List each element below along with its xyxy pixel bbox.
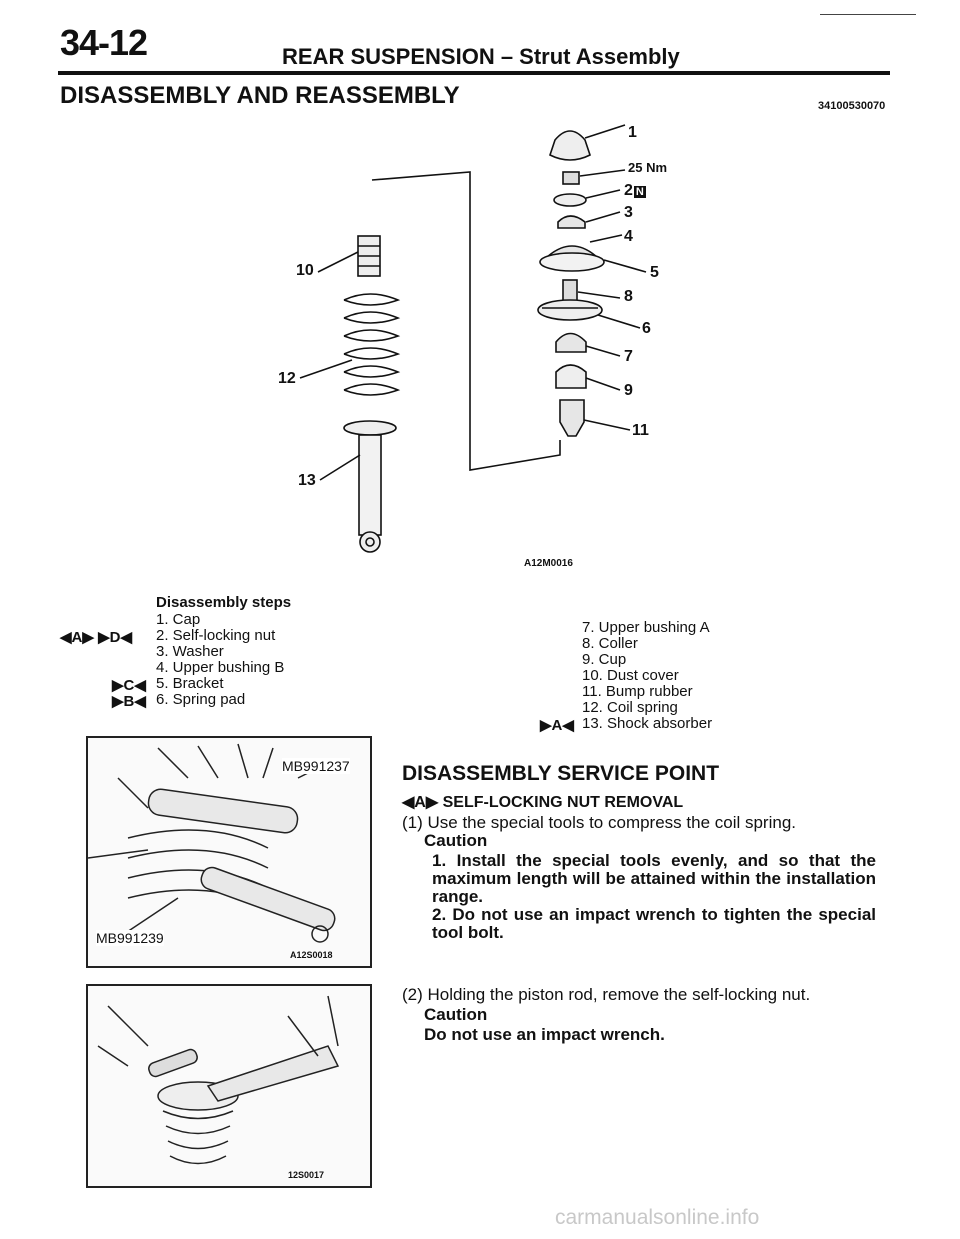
callout-10: 10 <box>296 262 314 279</box>
service-step-2: (2) Holding the piston rod, remove the self-locking nut. <box>402 985 811 1004</box>
callout-6: 6 <box>642 320 651 337</box>
service-step-1: (1) Use the special tools to compress the coil spring. <box>402 813 797 832</box>
wrench-nut-illustration <box>88 986 370 1186</box>
callout-3: 3 <box>624 204 633 221</box>
callout-4: 4 <box>624 228 633 245</box>
page-number: 34-12 <box>60 22 148 63</box>
step-item: 1. Cap <box>156 611 201 628</box>
marker-step2: ◀A▶ ▶D◀ <box>60 629 132 646</box>
step-item: 4. Upper bushing B <box>156 659 285 676</box>
watermark: carmanualsonline.info <box>555 1206 760 1229</box>
caution-1-item-1: 1. Install the special tools evenly, and so that the maximum length will be attained within the installation range. <box>432 851 876 906</box>
nut-removal-photo <box>86 984 372 1188</box>
tool-label-left: MB991239 <box>96 930 164 946</box>
steps-left-list <box>156 612 284 708</box>
callout-1: 1 <box>628 124 637 141</box>
service-point-subtitle: ◀A▶ SELF-LOCKING NUT REMOVAL <box>402 794 684 811</box>
section-title: DISASSEMBLY AND REASSEMBLY <box>60 82 460 109</box>
marker-step12: ▶A◀ <box>540 717 574 734</box>
header-rule <box>58 71 890 75</box>
tool-photo-compress <box>86 736 372 968</box>
step-item: 6. Spring pad <box>156 691 246 708</box>
tool-label-right: MB991237 <box>282 758 350 774</box>
callout-11: 11 <box>632 422 649 439</box>
steps-heading: Disassembly steps <box>156 594 292 611</box>
step-item: 10. Dust cover <box>582 667 679 684</box>
step-item: 9. Cup <box>582 651 627 668</box>
caution-2-text: Do not use an impact wrench. <box>424 1025 665 1044</box>
caution-1-heading: Caution <box>424 831 488 850</box>
figure-code-top: 34100530070 <box>818 100 886 112</box>
callout-torque: 25 Nm <box>628 160 668 175</box>
step-item: 13. Shock absorber <box>582 715 713 732</box>
exploded-strut-diagram <box>0 110 960 570</box>
steps-right-list <box>582 620 712 732</box>
step-item: 5. Bracket <box>156 675 224 692</box>
caution-2-heading: Caution <box>424 1005 488 1024</box>
callout-8: 8 <box>624 288 633 305</box>
top-edge-line <box>820 14 916 15</box>
callout-9: 9 <box>624 382 633 399</box>
step-item: 2. Self-locking nut <box>156 627 276 644</box>
step-item: 7. Upper bushing A <box>582 619 710 636</box>
step-item: 8. Coller <box>582 635 638 652</box>
page-header-title: REAR SUSPENSION – Strut Assembly <box>282 44 680 69</box>
figure-code-bottom: A12M0016 <box>524 558 573 569</box>
callout-13: 13 <box>298 472 316 489</box>
service-point-title: DISASSEMBLY SERVICE POINT <box>402 762 720 785</box>
caution-1-item-2: 2. Do not use an impact wrench to tighten the special tool bolt. <box>432 905 876 942</box>
new-part-badge: N <box>635 186 644 198</box>
step-item: 11. Bump rubber <box>582 683 693 700</box>
marker-step5: ▶C◀ <box>112 677 146 694</box>
step-item: 3. Washer <box>156 643 224 660</box>
step-item: 12. Coil spring <box>582 699 678 716</box>
callout-12: 12 <box>278 370 296 387</box>
callout-5: 5 <box>650 264 659 281</box>
callout-2: 2 N <box>624 182 644 199</box>
callout-7: 7 <box>624 348 633 365</box>
marker-step6: ▶B◀ <box>112 693 146 710</box>
photo2-code: 12S0017 <box>288 1170 325 1180</box>
photo1-code: A12S0018 <box>290 950 333 960</box>
